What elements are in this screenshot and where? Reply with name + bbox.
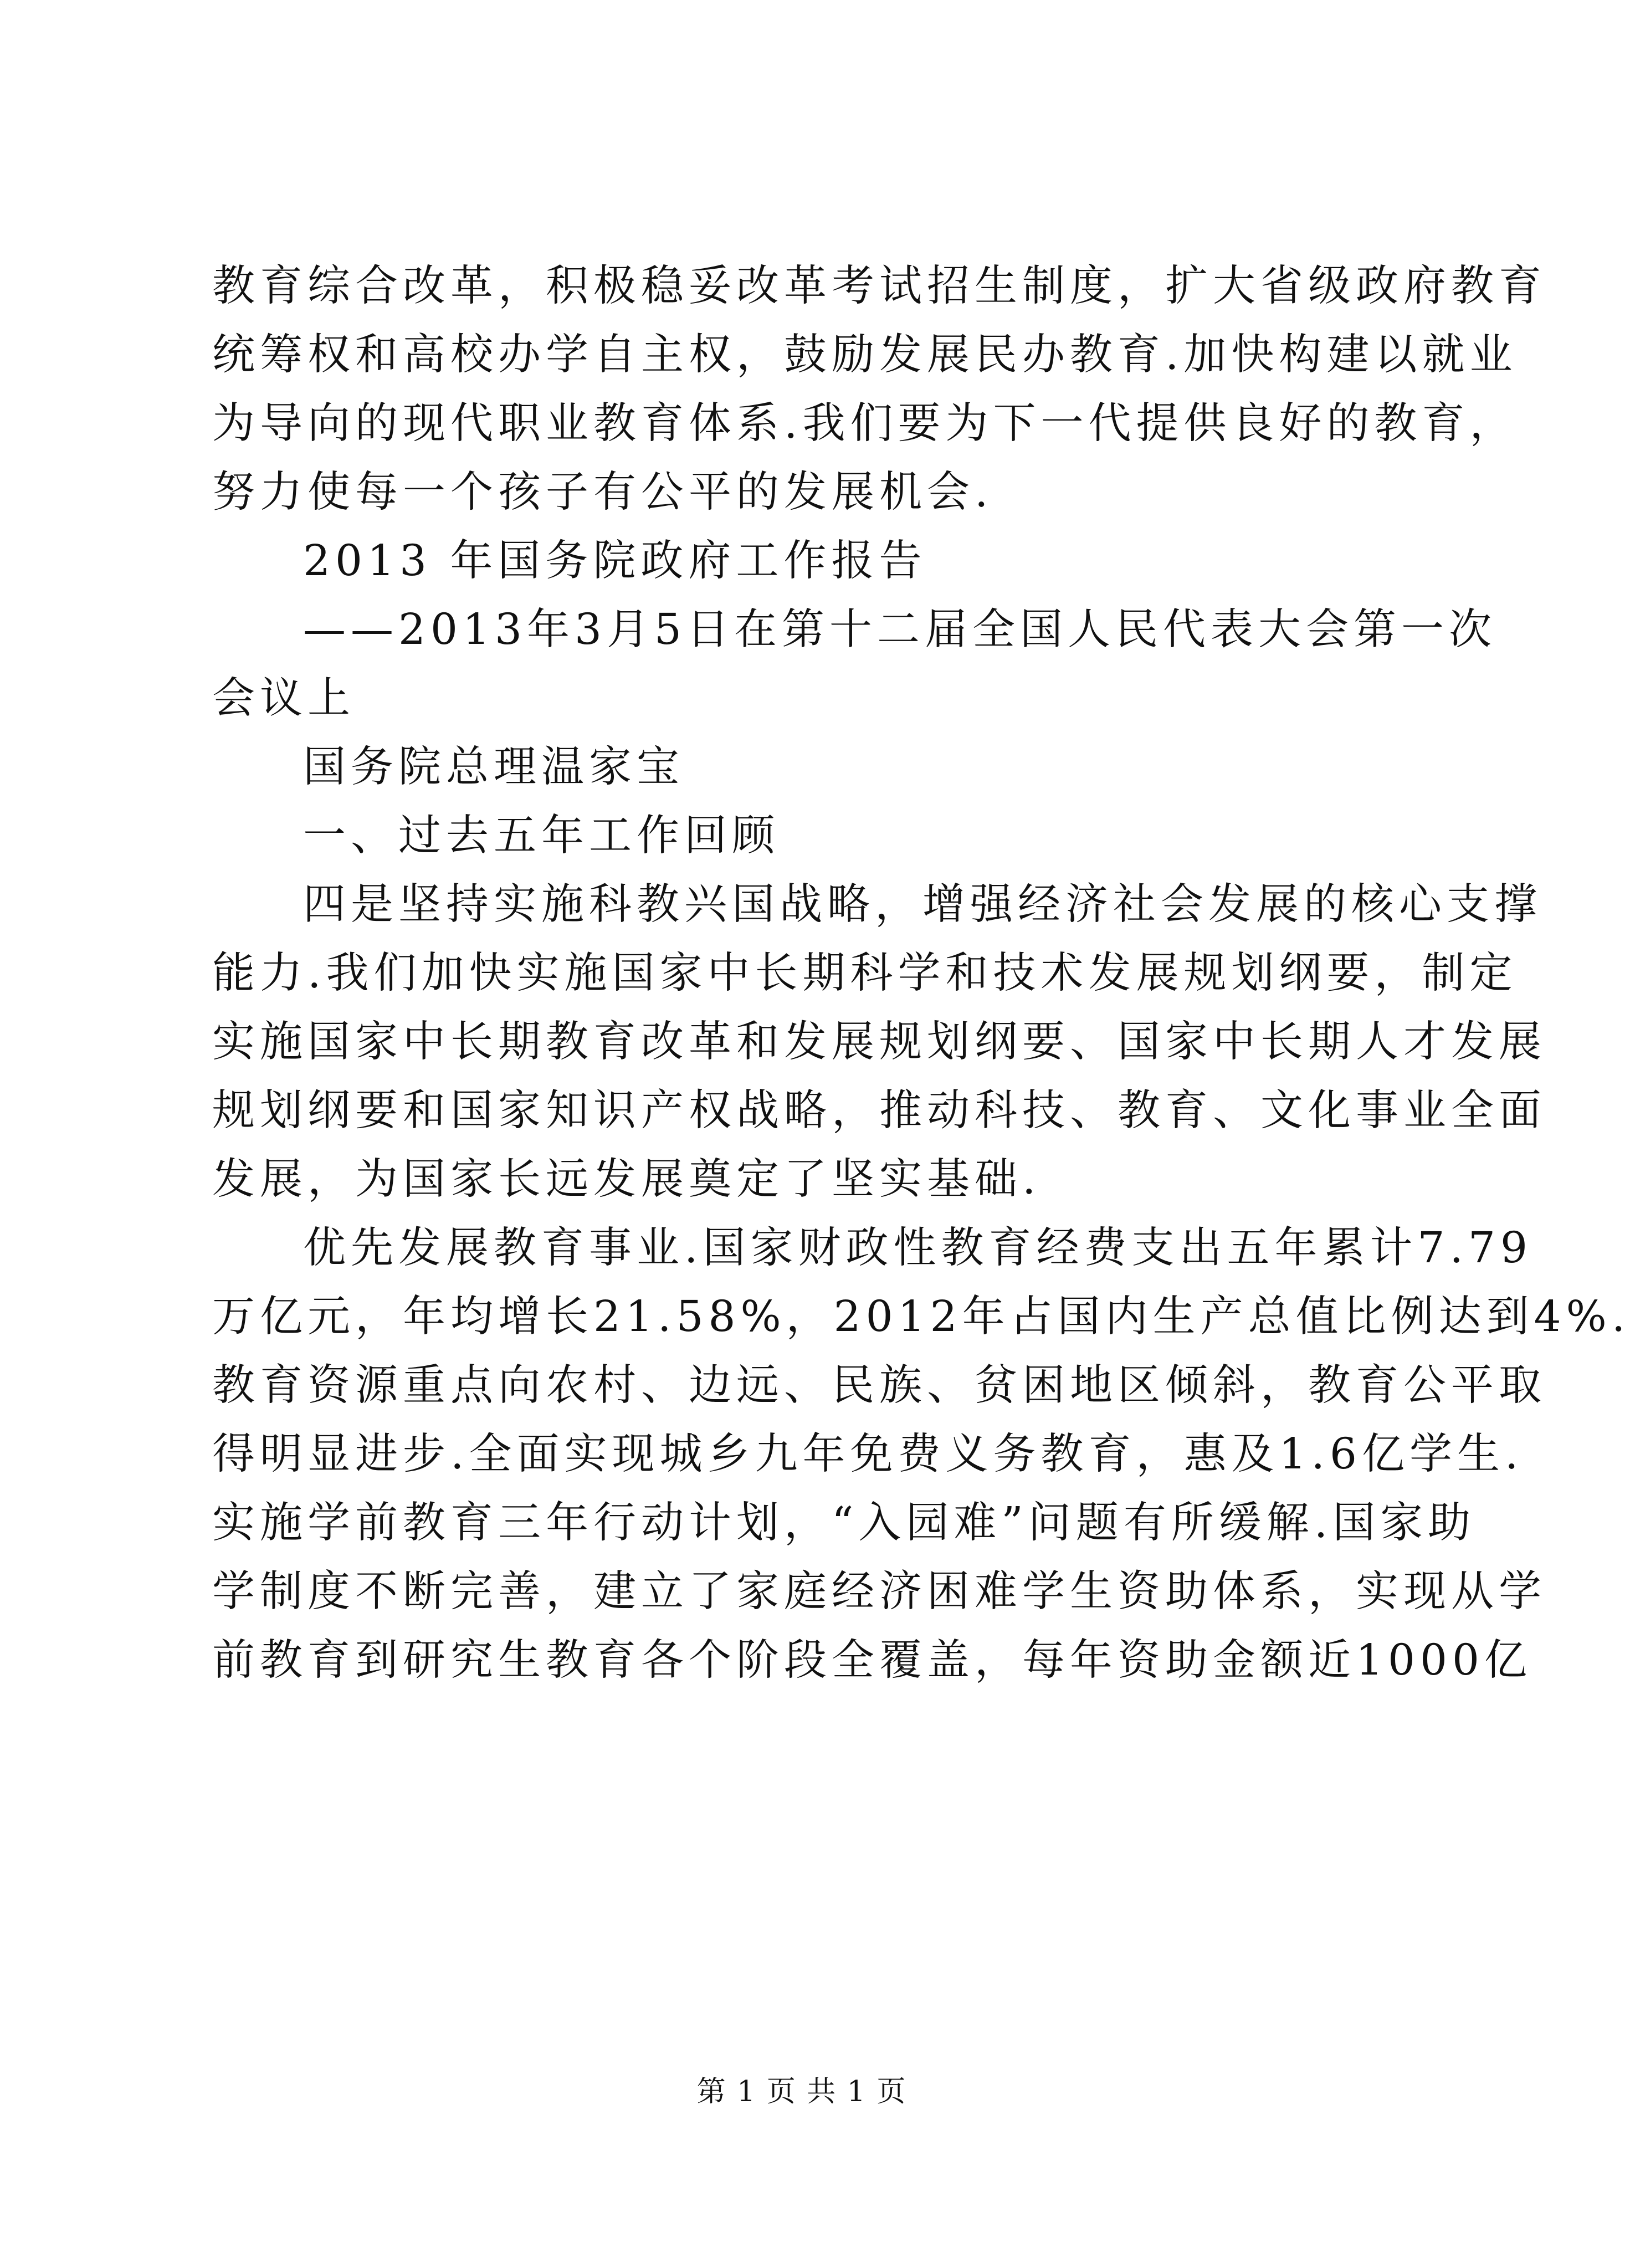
report-subtitle: — — 2 0 1 3 年 3 月 5 日 在 第 十 二 届 全 国 人 民 代 表 大 会 第 一 次 bbox=[303, 605, 1496, 654]
body-line: 优 先 发 展 教 育 事 业 . 国 家 财 政 性 教 育 经 费 支 出 五 年 累 计 7 . 7 9 bbox=[303, 1223, 1532, 1273]
body-line: 万 亿 元 ， 年 均 增 长 2 1 . 5 8 % ， 2 0 1 2 年 占 国 内 生 产 总 值 比 例 达 到 4 % . bbox=[212, 1292, 1630, 1342]
body-line: 得 明 显 进 步 . 全 面 实 现 城 乡 九 年 免 费 义 务 教 育 ， 惠 及 1 . 6 亿 学 生 . bbox=[212, 1430, 1524, 1479]
report-title: 2013 年国务院政府工作报告 bbox=[303, 536, 927, 586]
report-subtitle-continued: 会议上 bbox=[212, 674, 355, 723]
section-heading: 一、过去五年工作回顾 bbox=[303, 811, 780, 861]
report-author: 国务院总理温家宝 bbox=[303, 743, 684, 792]
body-line: 统 筹 权 和 高 校 办 学 自 主 权 ， 鼓 励 发 展 民 办 教 育 . 加 快 构 建 以 就 业 bbox=[212, 330, 1518, 380]
body-line: 教 育 综 合 改 革 ， 积 极 稳 妥 改 革 考 试 招 生 制 度 ， 扩 大 省 级 政 府 教 育 bbox=[212, 262, 1546, 311]
body-line: 规 划 纲 要 和 国 家 知 识 产 权 战 略 ， 推 动 科 技 、 教 育 、 文 化 事 业 全 面 bbox=[212, 1086, 1546, 1135]
body-line: 前 教 育 到 研 究 生 教 育 各 个 阶 段 全 覆 盖 ， 每 年 资 助 金 额 近 1 0 0 0 亿 bbox=[212, 1636, 1532, 1685]
body-line: 发展，为国家长远发展奠定了坚实基础. bbox=[212, 1155, 1041, 1204]
body-line: 四 是 坚 持 实 施 科 教 兴 国 战 略 ， 增 强 经 济 社 会 发 展 的 核 心 支 撑 bbox=[303, 880, 1542, 929]
body-line: 能 力 . 我 们 加 快 实 施 国 家 中 长 期 科 学 和 技 术 发 展 规 划 纲 要 ， 制 定 bbox=[212, 949, 1518, 998]
page-number-footer: 第 1 页 共 1 页 bbox=[696, 2075, 907, 2108]
body-line: 实 施 学 前 教 育 三 年 行 动 计 划 ， “ 入 园 难 ” 问 题 有 所 缓 解 . 国 家 助 bbox=[212, 1498, 1476, 1548]
body-line: 努力使每一个孩子有公平的发展机会. bbox=[212, 468, 993, 517]
document-body bbox=[212, 252, 1630, 1695]
body-line: 为 导 向 的 现 代 职 业 教 育 体 系 . 我 们 要 为 下 一 代 提 供 良 好 的 教 育 ， bbox=[212, 399, 1518, 448]
body-line: 实 施 国 家 中 长 期 教 育 改 革 和 发 展 规 划 纲 要 、 国 家 中 长 期 人 才 发 展 bbox=[212, 1017, 1546, 1067]
body-line: 学 制 度 不 断 完 善 ， 建 立 了 家 庭 经 济 困 难 学 生 资 助 体 系 ， 实 现 从 学 bbox=[212, 1567, 1546, 1616]
body-line: 教 育 资 源 重 点 向 农 村 、 边 远 、 民 族 、 贫 困 地 区 倾 斜 ， 教 育 公 平 取 bbox=[212, 1361, 1546, 1410]
